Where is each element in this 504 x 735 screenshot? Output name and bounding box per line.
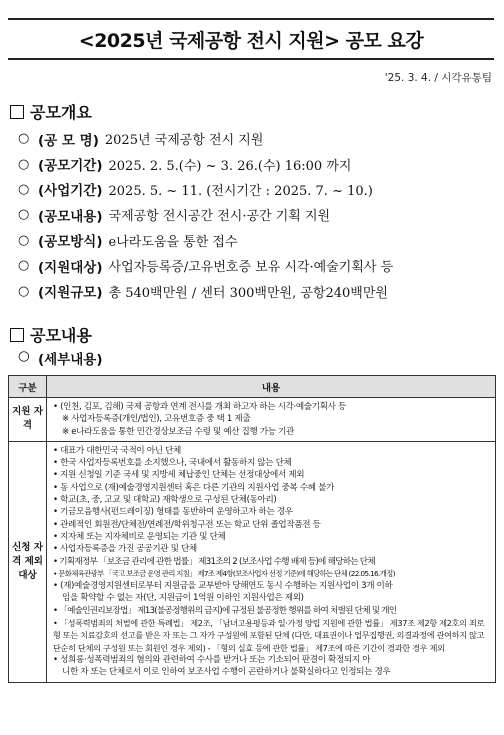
document-title: <2025년 국제공항 전시 지원> 공모 요강 (78, 29, 424, 52)
details-table-wrapper (8, 375, 496, 683)
category-label: 지원 자격 (12, 406, 43, 432)
section-heading-content (10, 323, 92, 346)
checkbox-square-icon (10, 328, 24, 342)
content-line: • (인천, 김포, 김해) 국제 공항과 연계 전시를 개최 하고자 하는 시각·예술기획사 등 (53, 402, 346, 412)
details-table (8, 375, 496, 683)
overview-item-scale (18, 278, 498, 303)
content-line: • 한국 사업자등록번호를 소지했으나, 국내에서 활동하지 않는 단체 (53, 458, 292, 469)
circle-bullet-icon: ○ (18, 181, 30, 197)
content-paragraph: • 「성폭력범죄의 처벌에 관한 특례법」 제2조, 「남녀고용평등과 일·가정 양립 지원에 관한 법률」 제37조 제2항 제2호의 죄로 형 또는 치료감호의 선고를 받은 자 또는 그 자가 구성원에 포함된 단체 (다만, 대표권이나 업무집행권, 의결과정에 관여하지 않고 단순히 단체의 구성원 또는 회원인 경우 제외) - 「형의 실효 등에 관한 법률」 제7조에 따른 기간이 경과한 경우 제외 (53, 618, 485, 653)
row-content-eligibility (47, 398, 496, 442)
content-line: • 대표가 대한민국 국적이 아닌 단체 (53, 445, 181, 456)
row-content-exclusions (47, 441, 496, 682)
circle-bullet-icon: ○ (18, 283, 30, 299)
row-category-eligibility (9, 398, 47, 442)
column-header-content: 내용 (47, 376, 496, 398)
overview-value: 2025. 5. ~ 11. (전시기간 : 2025. 7. ~ 10.) (108, 183, 373, 199)
row-category-exclusions (9, 441, 47, 682)
content-line: • 문화체육관광부 「국고 보조금 운영 관리 지침」 제7조 제4항(보조사업자 선정 기준)에 해당하는 단체 (22.05.16.개정) (53, 568, 395, 578)
content-line: • 동 사업으로 (재)예술경영지원센터 혹은 다른 기관의 지원사업 중복 수혜 불가 (53, 482, 335, 493)
overview-item-period (18, 151, 498, 176)
content-line: • (재)예술경영지원센터로부터 지원금을 교부받아 당해연도 동시 수행하는 지원사업이 3개 이하 (53, 581, 393, 592)
overview-label: (공 모 명) (38, 132, 99, 149)
content-line: • 지원 신청일 기준 국세 및 지방세 체납중인 단체는 선정대상에서 제외 (53, 470, 305, 481)
content-line: 임을 확약할 수 없는 자(단, 지원금이 1억원 이하인 지원사업은 제외) (62, 593, 304, 604)
circle-bullet-icon: ○ (18, 156, 30, 172)
overview-label: (공모방식) (38, 234, 103, 251)
section-heading-overview (10, 100, 92, 123)
circle-bullet-icon: ○ (18, 207, 30, 223)
overview-item-method (18, 228, 498, 253)
table-row (9, 441, 496, 682)
content-heading-text: 공모내용 (30, 326, 92, 345)
circle-bullet-icon: ○ (18, 131, 30, 147)
content-line: • 학교(초, 중, 고교 및 대학교) 재학생으로 구성된 단체(동아리) (53, 495, 277, 506)
overview-label: (공모기간) (38, 158, 103, 175)
content-line: • 성희롱·성폭력범죄의 혐의와 관련하여 수사를 받거나 또는 기소되어 판결이 확정되지 아 (53, 654, 371, 665)
overview-item-name (18, 126, 498, 151)
overview-item-project-period (18, 177, 498, 202)
content-line: • 관례적인 회원전/단체전/연례전/학위청구전 또는 학교 단위 졸업작품전 등 (53, 519, 321, 530)
overview-value: e나라도움을 통한 접수 (108, 234, 238, 250)
content-line: ※ e나라도움을 통한 민간경상보조금 수령 및 예산 집행 가능 기관 (62, 426, 295, 437)
overview-value: 총 540백만원 / 센터 300백만원, 공항240백만원 (108, 285, 388, 301)
circle-bullet-icon: ○ (18, 258, 30, 274)
sub-heading-text: (세부내용) (38, 352, 103, 368)
overview-list (18, 126, 498, 304)
category-label: 신청 자격 제외 대상 (12, 541, 43, 581)
overview-label: (사업기간) (38, 183, 103, 200)
table-header-row (9, 376, 496, 398)
content-line: • 기금모음행사(펀드레이징) 형태를 동반하여 운영하고자 하는 경우 (53, 507, 293, 518)
overview-label: (지원규모) (38, 285, 103, 302)
content-line: ※ 사업자등록증(개인/법인), 고유번호증 중 택 1 제출 (62, 414, 251, 425)
checkbox-square-icon (10, 105, 24, 119)
title-box (8, 18, 494, 60)
content-line: • 사업자등록증을 가진 공공기관 및 단체 (53, 544, 197, 555)
column-header-category: 구분 (9, 376, 47, 398)
table-row (9, 398, 496, 442)
overview-heading-text: 공모개요 (30, 103, 92, 122)
circle-bullet-icon: ○ (18, 348, 30, 364)
content-line: 니한 자 또는 단체로서 이로 인하여 보조사업 수행이 곤란하거나 불확실하다고 인정되는 경우 (62, 667, 391, 678)
overview-value: 국제공항 전시공간 전시·공간 기획 지원 (108, 209, 331, 225)
date-author-line: '25. 3. 4. / 시각유통팀 (384, 72, 492, 84)
overview-value: 사업자등록증/고유번호증 보유 시각·예술기획사 등 (108, 260, 394, 276)
overview-value: 2025. 2. 5.(수) ~ 3. 26.(수) 16:00 까지 (108, 158, 352, 174)
content-line: • 「예술인권리보장법」 제13(불공정행위의 금지)에 규정된 불공정한 행위를 하여 처벌된 단체 및 개인 (53, 605, 397, 616)
overview-item-content (18, 202, 498, 227)
circle-bullet-icon: ○ (18, 232, 30, 248)
overview-label: (공모내용) (38, 208, 103, 225)
overview-value: 2025년 국제공항 전시 지원 (104, 133, 264, 149)
overview-label: (지원대상) (38, 259, 103, 276)
content-line: • 기획재정부 「보조금 관리에 관한 법률」 제31조의 2 (보조사업 수행 배제 등)에 해당하는 단체 (53, 556, 375, 567)
overview-item-target (18, 253, 498, 278)
sub-heading-details (18, 348, 103, 368)
content-line: • 지자체 또는 지자체비로 운영되는 기관 및 단체 (53, 531, 226, 542)
